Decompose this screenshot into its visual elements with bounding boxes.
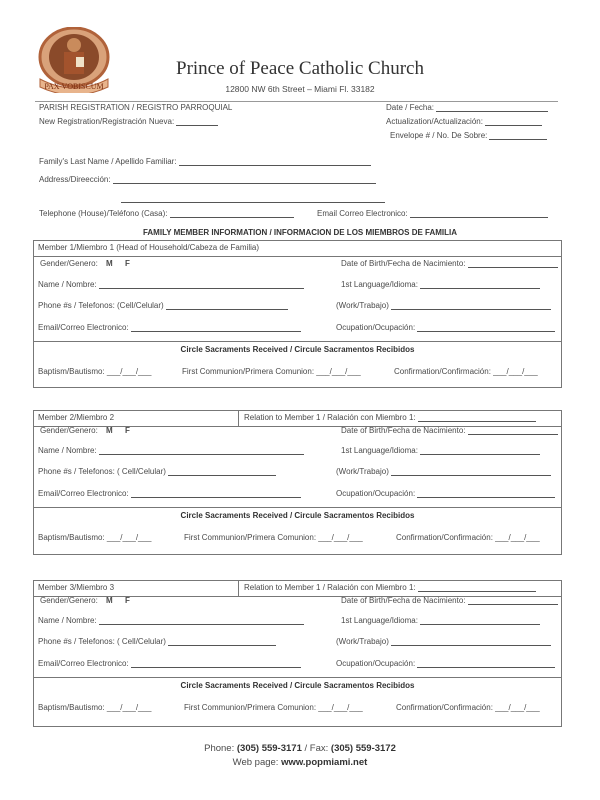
relation-field[interactable] [244,583,536,592]
address-field[interactable] [39,175,376,184]
family-last-name-field[interactable] [39,157,371,166]
member-title: Member 3/Miembro 3 [38,583,115,592]
fax-number: (305) 559-3172 [330,743,396,754]
member-2-box [33,410,562,555]
work-phone-label: (Work/Trabajo) [336,637,389,646]
member-email-field[interactable] [38,323,301,332]
communion-date[interactable]: First Communion/Primera Comunion: ___/___/___ [182,367,361,376]
language-label: 1st Language/Idioma: [341,280,418,289]
language-field[interactable] [341,280,540,289]
member-3-box [33,580,562,727]
relation-label: Relation to Member 1 / Ralación con Miembro 1: [244,583,416,592]
member-email-field[interactable] [38,489,301,498]
date-label: Date / Fecha: [386,103,435,112]
confirmation-date[interactable]: Confirmation/Confirmación: ___/___/___ [394,367,538,376]
member-email-label: Email/Correo Electronico: [38,659,129,668]
baptism-date[interactable]: Baptism/Bautismo: ___/___/___ [38,533,152,542]
occupation-label: Ocupation/Ocupación: [336,323,416,332]
gender-field [40,426,130,435]
actualization-label: Actualization/Actualización: [386,117,483,126]
work-phone-label: (Work/Trabajo) [336,467,389,476]
occupation-field[interactable] [336,489,555,498]
work-phone-field[interactable] [336,301,551,310]
occupation-label: Ocupation/Ocupación: [336,489,416,498]
header-divider [238,581,239,596]
cell-phone-label: Phone #s / Telefonos: ( Cell/Celular) [38,467,166,476]
dob-field[interactable] [341,426,558,435]
family-section-title: FAMILY MEMBER INFORMATION / INFORMACION DE LOS MIEMBROS DE FAMILIA [142,228,458,237]
gender-field [40,596,130,605]
sacraments-title: Circle Sacraments Received / Circule Sacramentos Recibidos [180,681,415,690]
fax-label: / Fax: [304,743,329,754]
cell-phone-label: Phone #s / Telefonos: ( Cell/Celular) [38,637,166,646]
registration-title: PARISH REGISTRATION / REGISTRO PARROQUIAL [39,103,233,112]
name-label: Name / Nombre: [38,280,97,289]
header-rule [35,101,558,102]
church-address: 12800 NW 6th Street – Miami Fl. 33182 [225,84,375,94]
footer-phone [0,743,600,754]
gender-label: Gender/Genero: [40,426,98,435]
name-label: Name / Nombre: [38,616,97,625]
gender-field [40,259,130,268]
footer-web [0,757,600,768]
occupation-label: Ocupation/Ocupación: [336,659,416,668]
work-phone-field[interactable] [336,637,551,646]
member-email-label: Email/Correo Electronico: [38,323,129,332]
member-email-label: Email/Correo Electronico: [38,489,129,498]
gender-label: Gender/Genero: [40,596,98,605]
phone-number: (305) 559-3171 [236,743,302,754]
dob-field[interactable] [341,259,558,268]
sacraments-rule [34,677,561,678]
gender-m-option[interactable]: M [106,596,113,605]
name-field[interactable] [38,446,304,455]
email-label: Email Correo Electronico: [317,209,408,218]
occupation-field[interactable] [336,323,555,332]
occupation-field[interactable] [336,659,555,668]
sacraments-rule [34,341,561,342]
language-label: 1st Language/Idioma: [341,446,418,455]
language-field[interactable] [341,446,540,455]
header-divider [238,411,239,426]
date-field[interactable] [386,103,548,112]
family-last-name-label: Family's Last Name / Apellido Familiar: [39,157,177,166]
baptism-date[interactable]: Baptism/Bautismo: ___/___/___ [38,703,152,712]
gender-m-option[interactable]: M [106,426,113,435]
envelope-label: Envelope # / No. De Sobre: [390,131,488,140]
cell-phone-field[interactable] [38,301,288,310]
envelope-field[interactable] [390,131,547,140]
dob-label: Date of Birth/Fecha de Nacimiento: [341,426,466,435]
dob-label: Date of Birth/Fecha de Nacimiento: [341,259,466,268]
name-field[interactable] [38,616,304,625]
gender-f-option[interactable]: F [124,259,130,268]
language-field[interactable] [341,616,540,625]
cell-phone-field[interactable] [38,637,276,646]
relation-field[interactable] [244,413,536,422]
web-label: Web page: [232,757,279,768]
telephone-field[interactable] [39,209,294,218]
name-field[interactable] [38,280,304,289]
cell-phone-label: Phone #s / Telefonos: (Cell/Celular) [38,301,164,310]
gender-f-option[interactable]: F [124,596,130,605]
church-name: Prince of Peace Catholic Church [176,58,424,79]
member-title: Member 2/Miembro 2 [38,413,115,422]
phone-label: Phone: [204,743,235,754]
dob-label: Date of Birth/Fecha de Nacimiento: [341,596,466,605]
new-registration-field[interactable] [39,117,218,126]
communion-date[interactable]: First Communion/Primera Comunion: ___/___/___ [184,533,363,542]
svg-text:PAX VOBISCUM: PAX VOBISCUM [44,82,104,91]
confirmation-date[interactable]: Confirmation/Confirmación: ___/___/___ [396,703,540,712]
address-label: Address/Direección: [39,175,111,184]
member-1-box [33,240,562,388]
telephone-label: Telephone (House)/Teléfono (Casa): [39,209,168,218]
gender-m-option[interactable]: M [106,259,113,268]
member-title: Member 1/Miembro 1 (Head of Household/Cabeza de Familia) [38,243,259,252]
gender-label: Gender/Genero: [40,259,98,268]
web-link[interactable]: www.popmiami.net [281,757,368,768]
name-label: Name / Nombre: [38,446,97,455]
member-header-rule [34,256,561,257]
dob-field[interactable] [341,596,558,605]
confirmation-date[interactable]: Confirmation/Confirmación: ___/___/___ [396,533,540,542]
baptism-date[interactable]: Baptism/Bautismo: ___/___/___ [38,367,152,376]
actualization-field[interactable] [386,117,542,126]
email-field[interactable] [317,209,548,218]
member-email-field[interactable] [38,659,301,668]
work-phone-field[interactable] [336,467,551,476]
cell-phone-field[interactable] [38,467,276,476]
sacraments-rule [34,507,561,508]
sacraments-title: Circle Sacraments Received / Circule Sacramentos Recibidos [180,511,415,520]
relation-label: Relation to Member 1 / Ralación con Miembro 1: [244,413,416,422]
address-line-2[interactable] [121,202,385,203]
gender-f-option[interactable]: F [124,426,130,435]
language-label: 1st Language/Idioma: [341,616,418,625]
new-registration-label: New Registration/Registración Nueva: [39,117,175,126]
sacraments-title: Circle Sacraments Received / Circule Sacramentos Recibidos [180,345,415,354]
communion-date[interactable]: First Communion/Primera Comunion: ___/___/___ [184,703,363,712]
work-phone-label: (Work/Trabajo) [336,301,389,310]
